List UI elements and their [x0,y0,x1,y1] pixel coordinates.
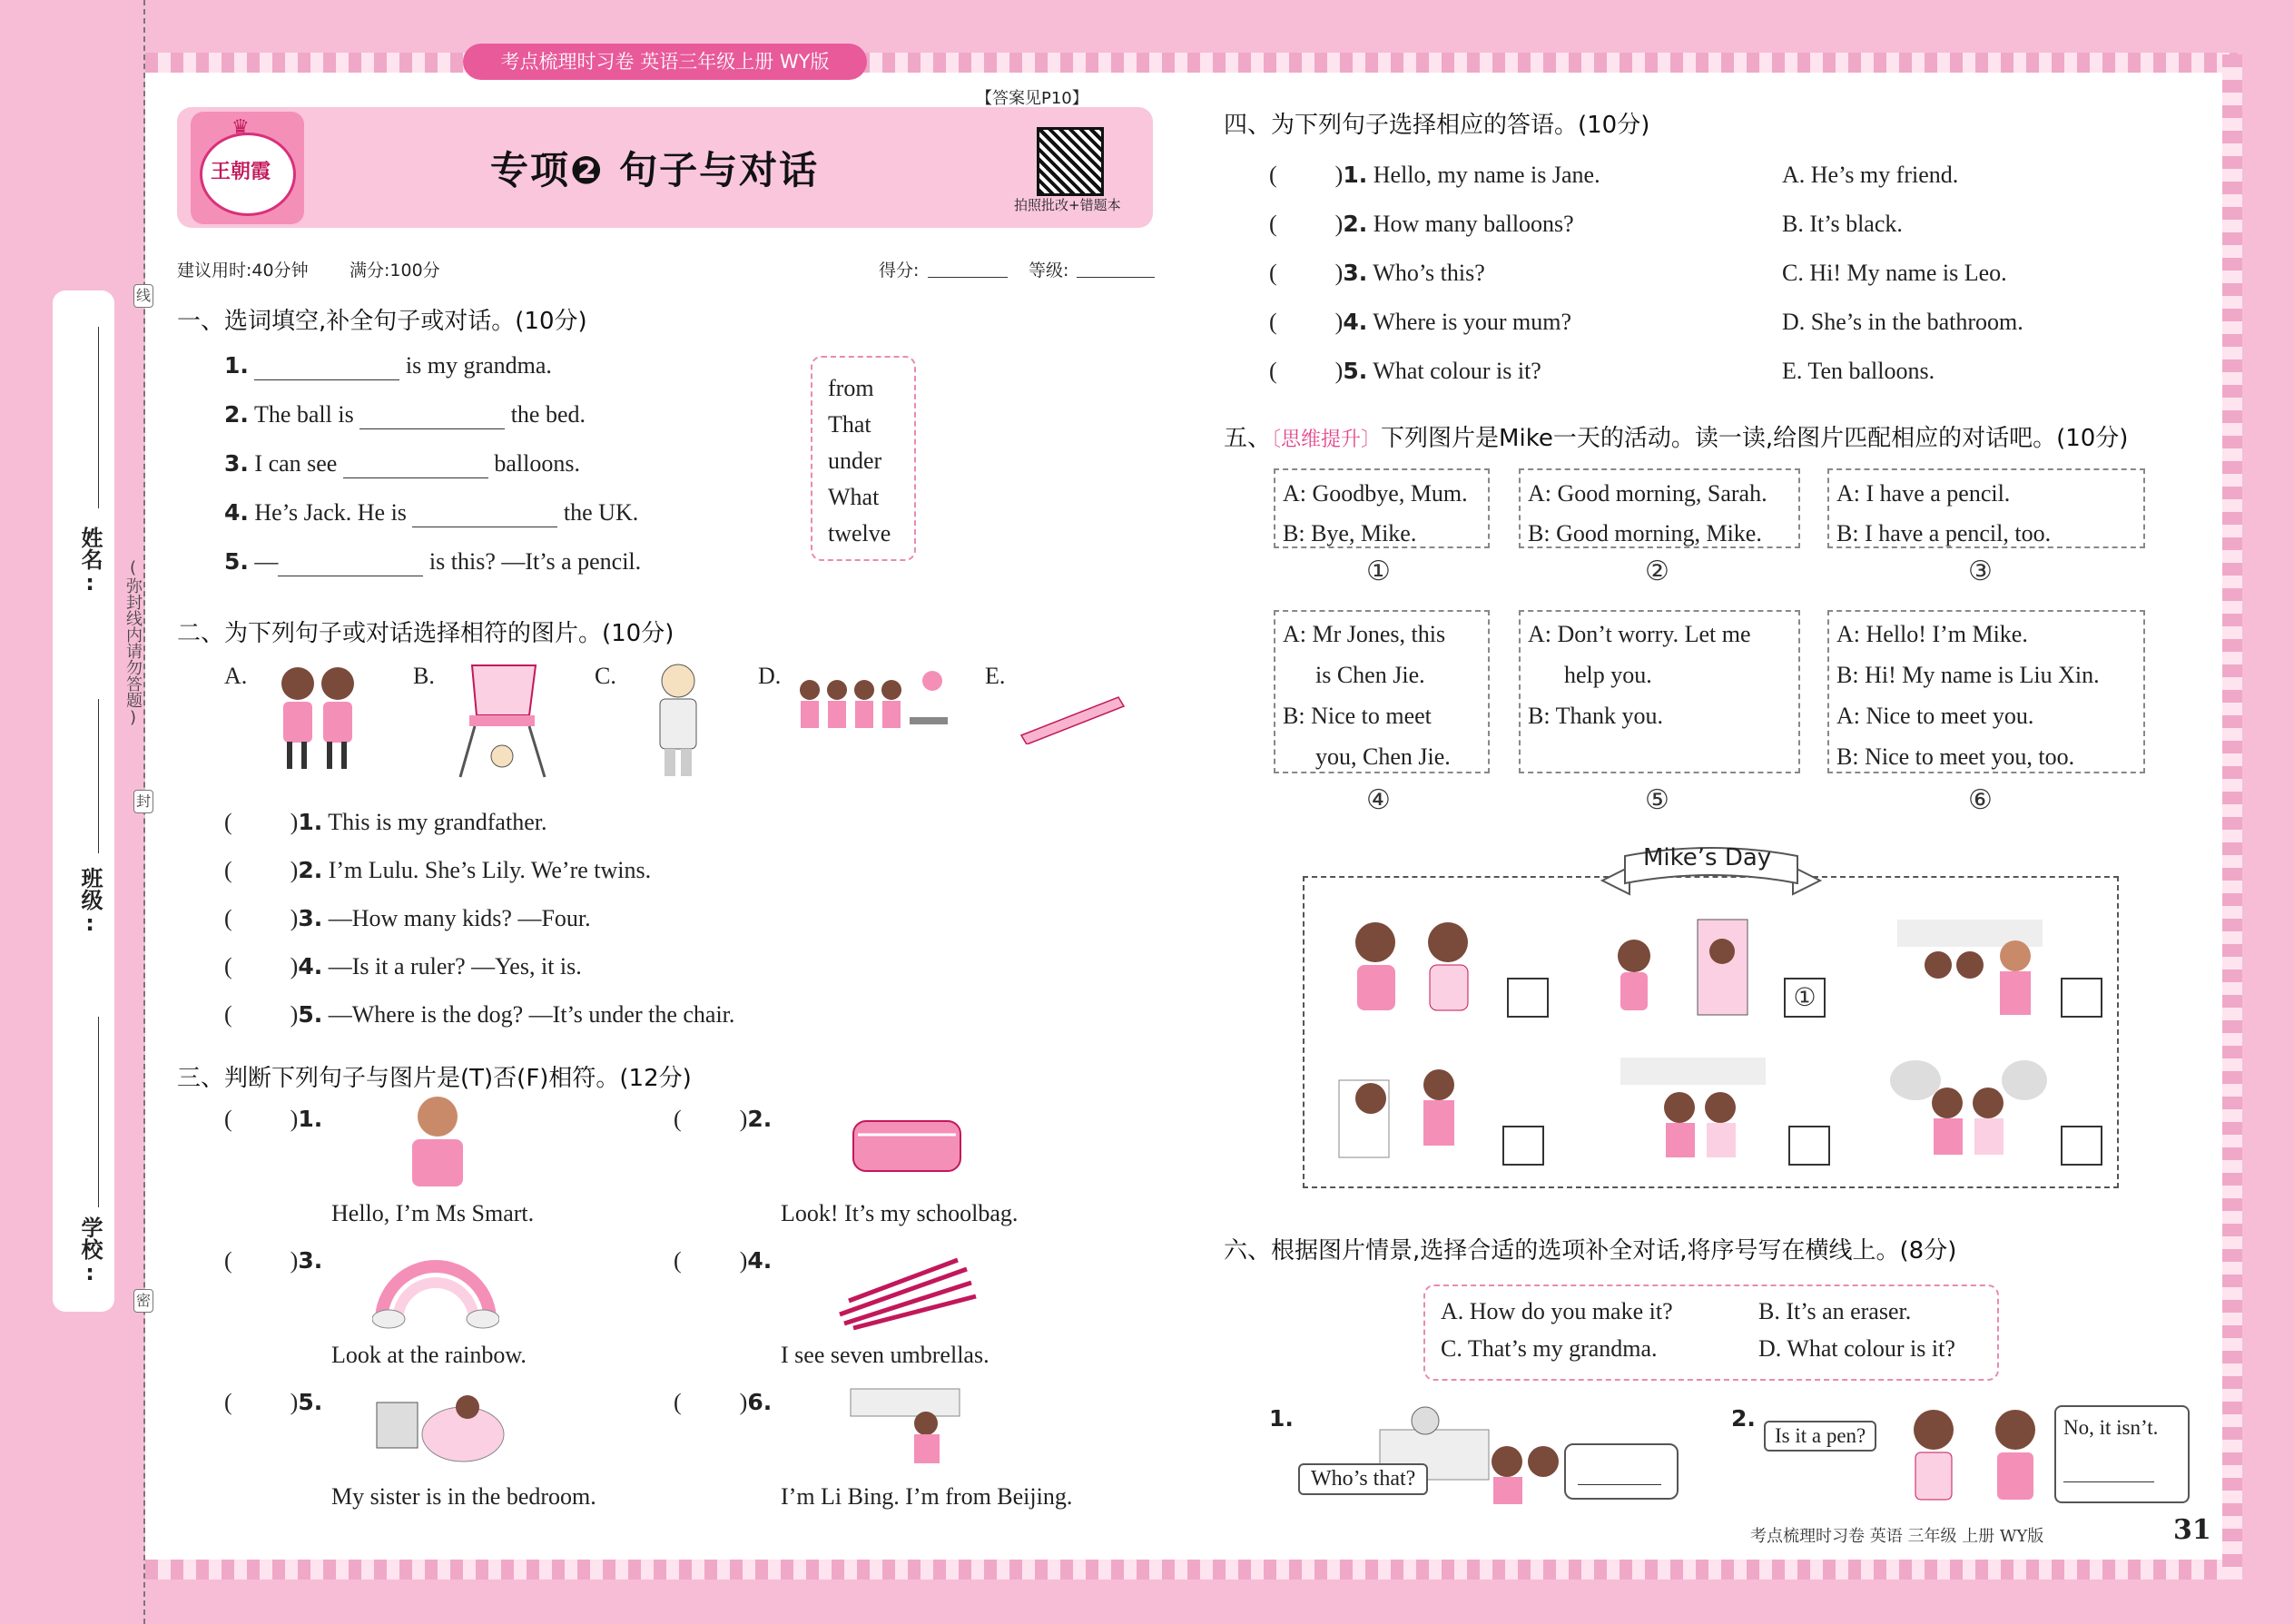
dialog-mark-5: ⑤ [1645,784,1669,816]
seal-mark-secret: 密 [133,1289,153,1313]
thinking-tag: 〔思维提升〕 [1271,428,1382,451]
item-text: is my grandma. [399,352,552,379]
bedroom-picture [372,1380,508,1471]
answer-box-5[interactable] [1788,1126,1830,1166]
scene-pencil-picture [1334,915,1489,1019]
twins-picture [272,658,363,781]
section6-heading: 六、根据图片情景,选择合适的选项补全对话,将序号写在横线上。(8分) [1224,1237,1957,1265]
answer-option: C. Hi! My name is Leo. [1782,260,2007,286]
seal-mark-seal: 封 [133,790,153,813]
item-number: 3. [1343,260,1368,286]
s4-question: ( )1. Hello, my name is Jane. [1269,162,1600,188]
section2-heading: 二、为下列句子或对话选择相符的图片。(10分) [177,620,674,647]
dialog-line: B: Bye, Mike. [1283,520,1417,546]
item-text: I’m Lulu. She’s Lily. We’re twins. [328,857,652,883]
word-option: twelve [828,520,891,546]
s6-q2-number: 2. [1731,1405,1756,1432]
ms-smart-picture [392,1094,483,1189]
item-number: 2. [747,1106,773,1132]
score-field[interactable] [928,277,1008,278]
s3-caption-6: I’m Li Bing. I’m from Beijing. [781,1483,1073,1510]
item-number: 2. [1343,211,1368,237]
scene-meet-picture [1893,915,2047,1019]
page-title: 专项❷ 句子与对话 [490,148,820,192]
answer-blank[interactable] [412,499,557,527]
item-text: —Where is the dog? —It’s under the chair. [328,1001,735,1028]
answer-box-2[interactable]: ① [1784,978,1826,1018]
footer-series: 考点梳理时习卷 英语 三年级 上册 WY版 [1750,1527,2044,1546]
s3-item-2: ( )2. [674,1106,773,1132]
pic-label-d: D. [758,663,782,689]
item-text: The ball is [253,401,360,428]
page-number: 31 [2173,1514,2211,1546]
s3-item-5: ( )5. [224,1389,323,1415]
answer-reference: 【答案见P10】 [976,89,1088,108]
right-wave-border [2222,54,2242,1580]
answer-blank[interactable] [359,401,505,429]
dialog-line: B: Hi! My name is Liu Xin. [1836,662,2100,688]
item-number: 5. [1343,358,1368,384]
item-number: 1. [1343,162,1368,188]
dialog-line: A: Hello! I’m Mike. [1836,621,2028,647]
item-text: Who’s this? [1373,260,1485,286]
answer-option: E. Ten balloons. [1782,358,1935,384]
word-option: under [828,448,882,474]
answer-box-4[interactable] [1502,1126,1544,1166]
s2-item: ( )5. —Where is the dog? —It’s under the chair. [224,1001,735,1028]
name-field[interactable] [98,327,99,508]
answer-box-6[interactable] [2061,1126,2102,1166]
item-number: 1. [298,809,323,835]
pic-label-e: E. [985,663,1006,689]
s1-item [224,352,552,380]
item-text: — [254,548,279,575]
s1-item [224,548,641,576]
dialog-mark-2: ② [1645,556,1669,587]
word-option: That [828,411,871,438]
s3-item-3: ( )3. [224,1247,323,1274]
answer-box-1[interactable] [1507,978,1549,1018]
grade-field[interactable] [1077,277,1155,278]
section3-heading: 三、判断下列句子与图片是(T)否(F)相符。(12分) [177,1065,692,1092]
section5-heading: 下列图片是Mike一天的活动。读一读,给图片匹配相应的对话吧。(10分) [1381,425,2129,452]
item-number: 3. [224,450,249,477]
dialog-box-5 [1519,610,1800,773]
qr-code-icon[interactable] [1037,127,1104,196]
dialog-box-2 [1519,468,1800,548]
s2-item: ( )4. —Is it a ruler? —Yes, it is. [224,953,582,979]
q1-answer-bubble [1564,1443,1679,1500]
name-label: 姓名: [77,527,103,595]
word-bank-list [828,370,891,552]
dialog-line: A: I have a pencil. [1836,480,2011,507]
logo-text: 王朝霞 [211,160,271,183]
s3-caption-1: Hello, I’m Ms Smart. [331,1200,535,1226]
scene-goodbye-picture [1598,915,1752,1019]
s3-caption-3: Look at the rainbow. [331,1342,527,1368]
dialog-line: A: Mr Jones, this [1283,621,1446,647]
item-text: the bed. [505,401,586,428]
suggested-time: 建议用时:40分钟 [177,261,309,281]
class-label: 班级: [77,867,103,936]
section4-heading: 四、为下列句子选择相应的答语。(10分) [1224,112,1650,139]
item-text: What colour is it? [1373,358,1541,384]
dialog-line: B: Good morning, Mike. [1528,520,1762,546]
top-wave-border [145,53,2238,73]
q2-speech-bubble: Is it a pen? [1764,1421,1876,1452]
item-number: 5. [224,548,249,575]
pencil-case-picture [849,1107,967,1180]
answer-blank[interactable] [254,352,399,380]
option-b: B. It’s an eraser. [1758,1298,1912,1324]
item-text: is this? —It’s a pencil. [423,548,642,575]
s3-item-1: ( )1. [224,1106,323,1132]
dialog-mark-4: ④ [1366,784,1391,816]
answer-option: B. It’s black. [1782,211,1903,237]
crown-icon: ♛ [231,116,250,139]
scene-handshake-picture [1888,1053,2047,1162]
item-text: balloons. [487,450,580,477]
umbrellas-picture [831,1251,980,1333]
scene-help-picture [1334,1053,1489,1162]
dialog-line: B: I have a pencil, too. [1836,520,2052,546]
s4-question: ( )4. Where is your mum? [1269,309,1572,335]
grandfather-picture [646,658,710,781]
answer-option: A. He’s my friend. [1782,162,1959,188]
series-banner: 考点梳理时习卷 英语三年级上册 WY版 [463,44,867,80]
dialog-box-6 [1827,610,2145,773]
s4-question: ( )3. Who’s this? [1269,260,1485,286]
dialog-line: B: Nice to meet you, too. [1836,743,2075,770]
answer-option: D. She’s in the bathroom. [1782,309,2023,335]
s4-question: ( )5. What colour is it? [1269,358,1541,384]
pen-scene-picture [1893,1403,2074,1504]
dialog-box-3 [1827,468,2145,548]
item-number: 5. [298,1389,323,1415]
item-number: 4. [1343,309,1368,335]
four-kids-picture [792,667,950,763]
dialog-line: you, Chen Jie. [1315,743,1451,770]
s3-item-4: ( )4. [674,1247,773,1274]
q2-reply-text: No, it isn’t. [2063,1416,2159,1439]
item-text: the UK. [557,499,639,526]
grade-label: 等级: [1029,261,1069,281]
dialog-line: A: Goodbye, Mum. [1283,480,1468,507]
option-a: A. How do you make it? [1441,1298,1673,1324]
s4-questions [1269,151,1600,396]
section1-heading: 一、选词填空,补全句子或对话。(10分) [177,308,587,335]
s3-caption-2: Look! It’s my schoolbag. [781,1200,1019,1226]
q1-answer-blank[interactable] [1578,1484,1661,1485]
option-d: D. What colour is it? [1758,1335,1955,1362]
item-text: How many balloons? [1373,211,1574,237]
score-label: 得分: [879,261,920,281]
school-field[interactable] [98,1017,99,1207]
s1-item [224,401,586,429]
dialog-line: A: Don’t worry. Let me [1528,621,1751,647]
answer-blank[interactable] [343,450,488,478]
s4-answers [1782,151,2023,396]
item-number: 4. [298,953,323,979]
item-text: Where is your mum? [1373,309,1572,335]
ribbon-title: Mike’s Day [1643,844,1772,871]
answer-blank[interactable] [278,548,423,576]
s1-item [224,499,638,527]
option-c: C. That’s my grandma. [1441,1335,1658,1362]
dialog-line: is Chen Jie. [1315,662,1425,688]
item-number: 2. [224,401,249,428]
s3-item-6: ( )6. [674,1389,773,1415]
s3-caption-5: My sister is in the bedroom. [331,1483,596,1510]
item-text: This is my grandfather. [328,809,547,835]
item-number: 3. [298,1247,323,1274]
q2-answer-blank[interactable] [2063,1481,2154,1482]
dialog-line: B: Nice to meet [1283,703,1432,729]
beijing-picture [849,1380,962,1471]
dialog-line: A: Nice to meet you. [1836,703,2034,729]
rainbow-picture [372,1248,499,1330]
s2-list [224,798,734,1038]
seal-mark-line: 线 [133,284,153,308]
answer-box-3[interactable] [2061,978,2102,1018]
dialog-line: help you. [1564,662,1652,688]
s1-item [224,450,580,478]
item-text: I can see [254,450,343,477]
q1-speech-bubble: Who’s that? [1298,1463,1428,1495]
dialog-mark-1: ① [1366,556,1391,587]
class-field[interactable] [98,699,99,853]
pic-label-b: B. [413,663,435,689]
item-number: 6. [747,1389,773,1415]
pic-label-c: C. [595,663,616,689]
dialog-mark-3: ③ [1968,556,1993,587]
item-number: 3. [298,905,323,931]
bottom-wave-border [145,1560,2238,1580]
item-number: 4. [747,1247,773,1274]
full-score: 满分:100分 [350,261,440,281]
item-text: —How many kids? —Four. [328,905,591,931]
section5-number: 五、 [1224,425,1272,452]
qr-caption: 拍照批改+错题本 [1014,197,1121,213]
student-info-panel [53,290,114,1312]
dialog-box-4 [1274,610,1490,773]
item-text: Hello, my name is Jane. [1373,162,1600,188]
word-option: from [828,375,874,401]
item-number: 1. [224,352,249,379]
dialog-box-1 [1274,468,1490,548]
dialog-line: B: Thank you. [1528,703,1664,729]
s2-item: ( )3. —How many kids? —Four. [224,905,591,931]
chair-with-dog-picture [449,661,554,779]
section5-heading-row [1224,419,2128,453]
dialog-line: A: Good morning, Sarah. [1528,480,1767,507]
item-number: 2. [298,857,323,883]
s2-item: ( )2. I’m Lulu. She’s Lily. We’re twins. [224,857,652,883]
s6-q1-number: 1. [1269,1405,1294,1432]
dialog-mark-6: ⑥ [1968,784,1993,816]
pic-label-a: A. [224,663,248,689]
s2-item: ( )1. This is my grandfather. [224,809,547,835]
school-label: 学校: [77,1216,103,1285]
item-number: 5. [298,1001,323,1028]
s3-caption-4: I see seven umbrellas. [781,1342,989,1368]
s4-question: ( )2. How many balloons? [1269,211,1574,237]
item-number: 1. [298,1106,323,1132]
item-number: 4. [224,499,249,526]
item-text: He’s Jack. He is [254,499,413,526]
ruler-picture [1017,690,1126,744]
word-option: What [828,484,880,510]
seal-warning: (弥封线内请勿答题) [123,558,143,727]
item-text: —Is it a ruler? —Yes, it is. [328,953,582,979]
scene-morning-picture [1616,1053,1770,1162]
